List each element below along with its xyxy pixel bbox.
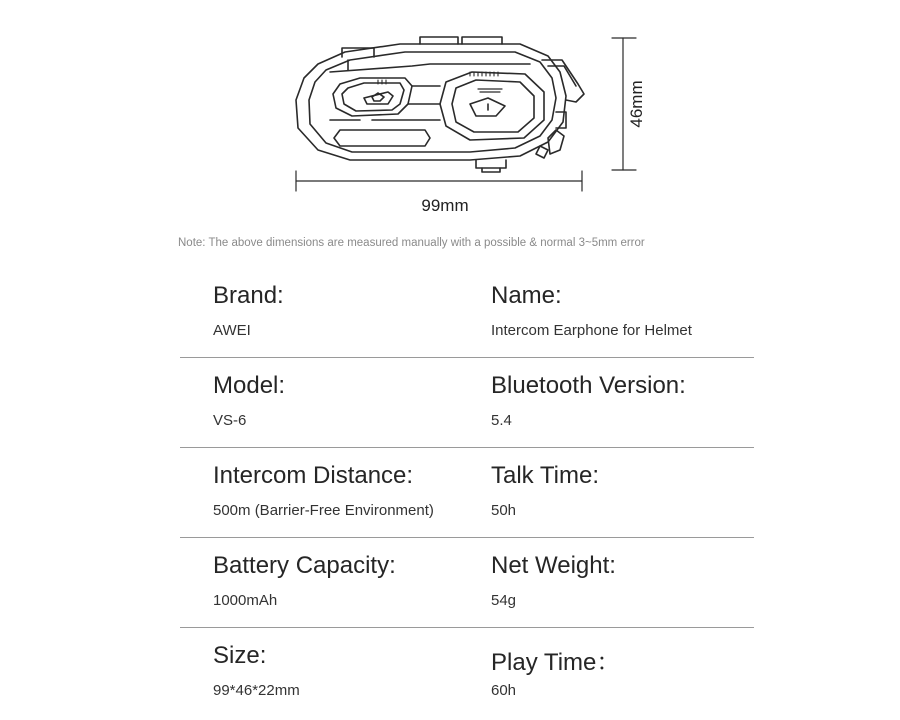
spec-value: Intercom Earphone for Helmet [491,322,692,339]
spec-value: 60h [491,682,517,699]
spec-label: Bluetooth Version: [491,372,686,399]
spec-label: Talk Time: [491,462,600,489]
spec-value: 1000mAh [213,592,278,609]
spec-label: Intercom Distance: [213,462,414,489]
spec-value: 5.4 [491,412,512,429]
spec-row [180,538,754,628]
spec-row [180,268,754,358]
measurement-note: Note: The above dimensions are measured manually with a possible & normal 3~5mm error [178,237,645,249]
spec-table [180,268,754,717]
spec-label: Name: [491,282,562,309]
spec-value: VS-6 [213,412,247,429]
spec-label: Play Time： [491,649,621,676]
spec-row [180,358,754,448]
height-dimension-label: 46mm [627,80,646,128]
spec-row [180,628,754,717]
spec-value: AWEI [213,322,251,339]
width-dimension-line [296,171,582,191]
spec-label: Model: [213,372,286,399]
spec-row [180,448,754,538]
spec-value: 54g [491,592,517,609]
spec-label: Size: [213,642,267,669]
spec-value: 99*46*22mm [213,682,300,699]
spec-value: 50h [491,502,517,519]
spec-value: 500m (Barrier-Free Environment) [213,502,434,519]
width-dimension-label: 99mm [421,196,469,215]
spec-label: Brand: [213,282,284,309]
product-dimension-figure [0,0,900,230]
spec-label: Battery Capacity: [213,552,396,579]
spec-label: Net Weight: [491,552,616,579]
